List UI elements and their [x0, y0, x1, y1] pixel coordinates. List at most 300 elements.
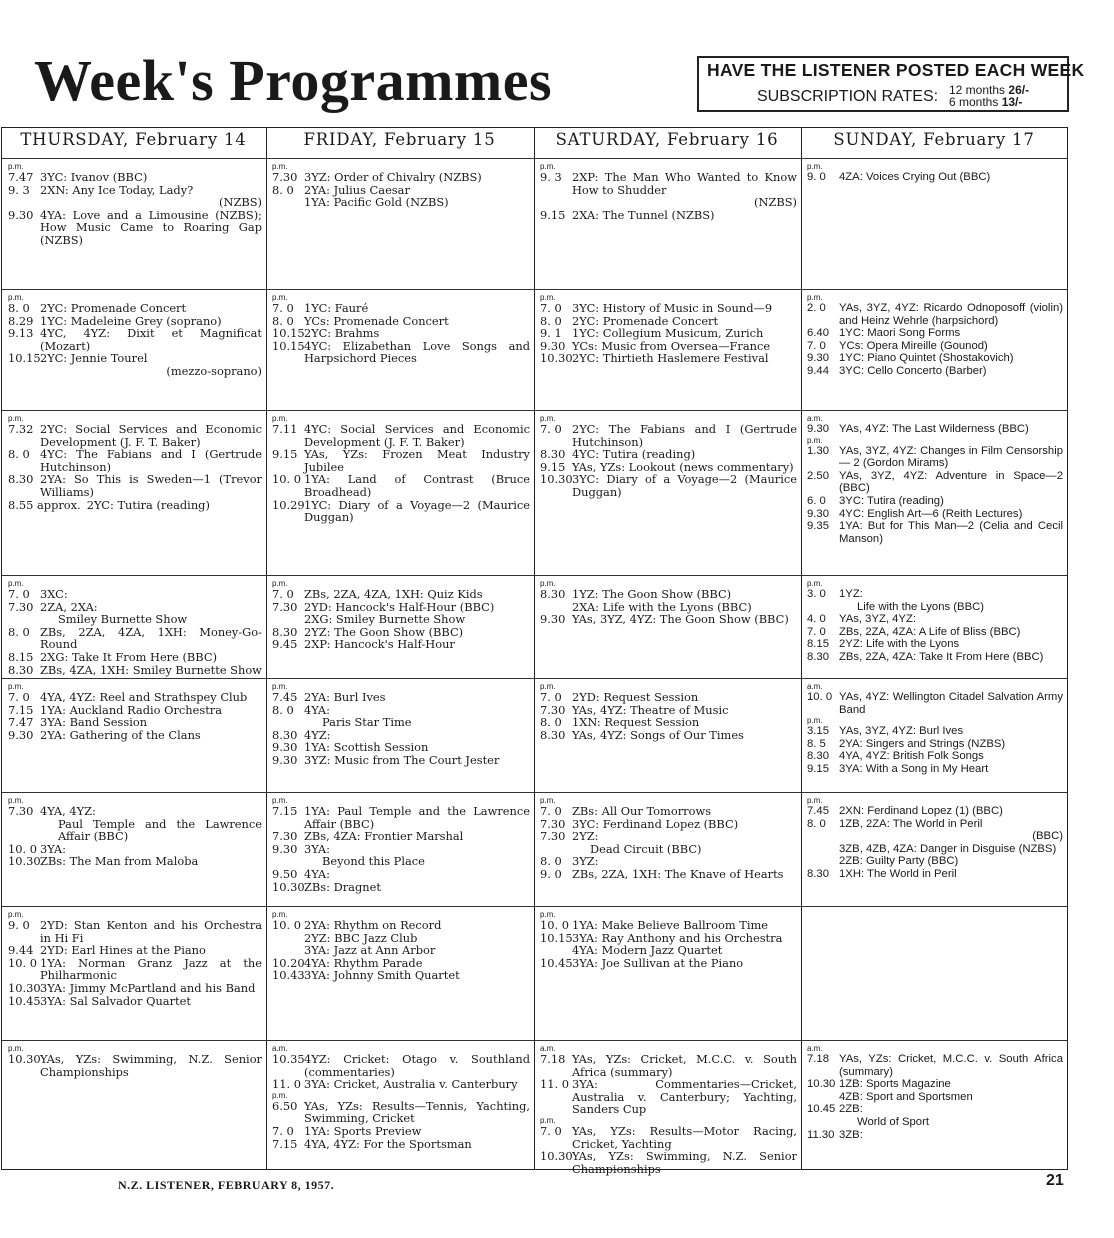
programme-text [839, 855, 1063, 868]
programme-shared-title: Life with the Lyons (BBC) [857, 600, 985, 613]
programme-listing [540, 830, 797, 855]
programme-listing [807, 738, 1063, 751]
programme-description: 2YC: Jennie Tourel [40, 351, 148, 366]
programme-time: 8.15 [8, 649, 34, 664]
programme-text [572, 171, 797, 209]
programme-text [40, 1053, 262, 1078]
programme-listing [540, 352, 797, 365]
programme-time: 10.30 [540, 351, 573, 366]
programme-description: 1YA: Norman Granz Jazz at the Philharmonic [40, 955, 262, 983]
programme-description: 2YC: Promenade Concert [40, 301, 187, 315]
programme-time: 10. 0 [807, 691, 833, 703]
programme-description: YAs, YZs: Results—Tennis, Yachting, Swimming, Cricket [304, 1098, 530, 1126]
programme-description: 2XG: Smiley Burnette Show [304, 612, 466, 627]
programme-time: 10.30 [540, 472, 573, 487]
programme-time: 7.30 [540, 816, 566, 831]
programme-time: 9.13 [8, 326, 34, 341]
programme-time: 9.30 [540, 338, 566, 353]
time-period-marker: p.m. [272, 910, 288, 919]
time-period-marker: p.m. [540, 414, 556, 423]
programme-text [40, 626, 262, 651]
listing-cell-sunday [807, 162, 1063, 287]
programme-text [839, 508, 1063, 521]
programme-description: 2YC: Tutira (reading) [86, 497, 210, 512]
listing-cell-friday [272, 293, 530, 408]
row-divider [2, 410, 1067, 411]
programme-time [807, 843, 839, 856]
programme-text [839, 725, 1063, 738]
programme-text [839, 1129, 1063, 1142]
programme-text [304, 499, 530, 524]
programme-description: 4YC: Tutira (reading) [572, 447, 696, 462]
programme-time: 9. 0 [8, 918, 30, 932]
page-number: 21 [1046, 1172, 1064, 1189]
programme-description: 1YC: Maori Song Forms [839, 327, 961, 340]
programme-text [839, 818, 1063, 843]
row-divider [2, 158, 1067, 159]
programme-description: ZBs, 4ZA: Frontier Marshal [304, 829, 464, 844]
programme-text [40, 448, 262, 473]
day-header-thursday: THURSDAY, February 14 [20, 130, 247, 149]
programme-text [40, 601, 262, 626]
programme-time: 9.35 [807, 520, 829, 533]
programme-listing [807, 750, 1063, 763]
programme-description: YAs, 3YZ, 4YZ: Changes in Film Censorship — 2 (Gordon Mirams) [839, 444, 1063, 470]
programme-description: 2YC: Social Services and Economic Development (J. F. T. Baker) [40, 422, 262, 449]
programme-time: 2.50 [807, 469, 829, 482]
listing-cell-thursday [8, 910, 262, 1038]
programme-listing [8, 626, 262, 651]
row-divider [2, 289, 1067, 290]
programme-description: YCs: Promenade Concert [304, 313, 449, 328]
programme-time: 10. 0 [8, 841, 37, 856]
programme-text [40, 919, 262, 944]
programme-shared-title: Paul Temple and the Lawrence Affair (BBC) [58, 816, 262, 844]
programme-text [40, 729, 262, 742]
programme-description: 3YC: Diary of a Voyage—2 (Maurice Duggan) [572, 472, 797, 499]
programme-time [272, 613, 304, 626]
programme-time: 7. 0 [807, 625, 826, 638]
programme-description: 3YA: Johnny Smith Quartet [304, 968, 460, 983]
programme-description: 2YD: Earl Hines at the Piano [40, 943, 206, 958]
programme-time: 8. 0 [807, 817, 826, 830]
programme-description: 4YA, 4YZ: [40, 804, 96, 818]
programme-time: 7. 0 [807, 339, 826, 352]
programme-time: 8.30 [540, 447, 566, 462]
programme-description: 2YA: Gathering of the Clans [40, 727, 201, 742]
programme-text [304, 754, 530, 767]
programme-text [839, 638, 1063, 651]
programme-time: 10.20 [272, 955, 305, 970]
programme-listing [807, 1053, 1063, 1078]
programme-description: 1YC: Fauré [304, 301, 369, 315]
time-period-marker: p.m. [540, 682, 556, 691]
programme-text [572, 1053, 797, 1078]
programme-description: 3YA: Jazz at Ann Arbor [304, 943, 436, 958]
programme-time: 7. 0 [540, 1123, 562, 1138]
listing-cell-thursday [8, 796, 262, 904]
programme-text [304, 830, 530, 843]
programme-time [540, 944, 572, 957]
programme-text [572, 818, 797, 831]
listing-cell-thursday [8, 579, 262, 676]
programme-text [839, 1103, 1063, 1128]
time-period-marker: a.m. [807, 1044, 823, 1053]
programme-description: 1YC: Collegium Musicum, Zurich [572, 326, 764, 341]
programme-description: 4YA: [304, 702, 330, 717]
programme-time: 10.15 [272, 326, 305, 341]
subscription-rates-label: SUBSCRIPTION RATES: [757, 88, 939, 105]
programme-text [40, 855, 262, 868]
programme-time [807, 1091, 839, 1104]
programme-time: 8.30 [8, 662, 34, 677]
programme-time: 7. 0 [8, 587, 30, 601]
programme-time: 9.15 [540, 459, 566, 474]
rate-12-price: 26/- [1008, 83, 1030, 97]
programme-time: 8. 0 [8, 301, 30, 315]
programme-time: 10.30 [8, 980, 41, 995]
programme-time: 8.30 [8, 472, 34, 487]
row-divider [2, 1040, 1067, 1041]
programme-time: 8.30 [540, 587, 566, 601]
programme-description: 1XN: Request Session [572, 715, 700, 730]
programme-time: 7.45 [807, 805, 829, 817]
programme-time: 7.30 [8, 804, 34, 818]
listing-cell-thursday [8, 293, 262, 408]
programme-time: 9. 1 [540, 326, 562, 341]
programme-listing [807, 613, 1063, 626]
programme-time: 7.45 [272, 690, 298, 704]
programme-description: 3YA: [40, 841, 66, 856]
programme-description: YAs, 3YZ, 4YZ: Adventure in Space—2 (BBC) [839, 469, 1063, 495]
programme-listing [807, 423, 1063, 436]
programme-description: 4YC: English Art—6 (Reith Lectures) [839, 507, 1023, 520]
programme-text [304, 843, 530, 868]
programme-description: ZBs: All Our Tomorrows [572, 804, 712, 818]
programme-listing [540, 1150, 797, 1175]
programme-description: 2XP: Hancock's Half-Hour [304, 637, 455, 652]
programme-credit: (NZBS) [754, 195, 797, 210]
time-period-marker: p.m. [8, 293, 24, 302]
programme-text [87, 499, 262, 512]
programme-description: YAs, YZs: Cricket, M.C.C. v. South Africa (summary) [839, 1053, 1063, 1078]
programme-time: 9.44 [807, 364, 829, 377]
programme-description: 2ZB: [839, 1103, 863, 1116]
programme-description: 1YA: Land of Contrast (Bruce Broadhead) [304, 472, 530, 499]
listing-cell-thursday [8, 1044, 262, 1167]
programme-time: 9.15 [272, 447, 298, 462]
programme-time: 9.45 [272, 637, 298, 652]
programme-time: 10.30 [272, 879, 305, 894]
programme-text [839, 613, 1063, 626]
programme-description: 2YZ: The Goon Show (BBC) [304, 624, 464, 639]
programme-time: 9.30 [8, 727, 34, 742]
programme-time: 10.30 [8, 854, 41, 869]
time-period-marker: p.m. [807, 716, 823, 726]
programme-text [572, 1150, 797, 1175]
time-period-marker: p.m. [8, 682, 24, 691]
programme-time: 7. 0 [272, 587, 294, 601]
time-period-marker: p.m. [8, 579, 24, 588]
programme-description: 2YC: Thirtieth Haslemere Festival [572, 351, 769, 366]
programme-listing [8, 448, 262, 473]
listing-cell-saturday [540, 293, 797, 408]
programme-time [272, 932, 304, 945]
programme-text [839, 651, 1063, 664]
programme-listing [272, 638, 530, 651]
time-period-marker: p.m. [540, 796, 556, 805]
programme-listing [807, 1129, 1063, 1142]
programme-listing [8, 805, 262, 843]
listing-cell-saturday [540, 579, 797, 676]
programme-listing [272, 1138, 530, 1151]
programme-time: 10.30 [540, 1149, 573, 1164]
programme-time: 7.30 [272, 599, 298, 614]
programme-listing [807, 1078, 1063, 1091]
programme-time: 8. 0 [540, 854, 562, 869]
programme-time: 10. 0 [272, 472, 301, 487]
programme-listing [272, 196, 530, 209]
programme-time: 10.15 [8, 351, 41, 366]
programme-text [304, 423, 530, 448]
programme-listing [272, 754, 530, 767]
programme-text [40, 664, 262, 677]
time-period-marker: p.m. [8, 162, 24, 171]
programme-time: 10.35 [272, 1052, 305, 1066]
programme-text [839, 691, 1063, 716]
programme-description: 4YA: Modern Jazz Quartet [572, 943, 723, 958]
programme-description: 4YA: Rhythm Parade [304, 955, 423, 970]
programme-listing [540, 209, 797, 222]
listing-cell-sunday [807, 910, 1063, 1038]
programme-description: 2YD: Hancock's Half-Hour (BBC) [304, 599, 495, 614]
listing-cell-saturday [540, 162, 797, 287]
programme-description: 2YA: Burl Ives [304, 690, 386, 704]
programme-listing [807, 855, 1063, 868]
programme-text [40, 327, 262, 352]
programme-text [572, 1078, 797, 1116]
programme-description: YAs, 3YZ, 4YZ: Ricardo Odnoposoff (violin) and Heinz Wehrle (harpsichord) [839, 302, 1063, 327]
programme-listing [272, 1053, 530, 1078]
programme-description: 3YA: Jimmy McPartland and his Band [40, 980, 256, 995]
programme-description: ZBs, 2ZA, 4ZA: A Life of Bliss (BBC) [839, 625, 1021, 638]
programme-time: 7. 0 [8, 690, 30, 704]
programme-text [572, 209, 797, 222]
programme-text [839, 1053, 1063, 1078]
programme-time: 7. 0 [540, 690, 562, 704]
column-divider [534, 127, 535, 1170]
programme-description: 2YD: Stan Kenton and his Orchestra in Hi Fi [40, 918, 262, 945]
programme-description: 2YA: Singers and Strings (NZBS) [839, 737, 1006, 750]
programme-time: 10.30 [8, 1052, 41, 1066]
programme-time: 8. 0 [540, 715, 562, 730]
programme-description: 1YA: Sports Preview [304, 1123, 422, 1138]
programme-listing [807, 171, 1063, 184]
programme-text [839, 750, 1063, 763]
programme-time: 9. 3 [540, 170, 562, 184]
programme-listing [807, 302, 1063, 327]
programme-text [839, 302, 1063, 327]
programme-listing [272, 473, 530, 498]
programme-text [839, 738, 1063, 751]
programme-listing [540, 171, 797, 209]
programme-description: 3YA: Ray Anthony and his Orchestra [572, 930, 783, 945]
programme-description: 3YC: History of Music in Sound—9 [572, 301, 773, 315]
programme-listing [272, 843, 530, 868]
programme-listing [807, 365, 1063, 378]
programme-description: 4ZA: Voices Crying Out (BBC) [839, 171, 991, 183]
programme-credit: (mezzo-soprano) [166, 363, 262, 378]
programme-description: 4YA: Love and a Limousine (NZBS); How Music Came to Roaring Gap (NZBS) [40, 207, 262, 247]
programme-text [572, 473, 797, 498]
programme-listing [8, 327, 262, 352]
programme-time: 4. 0 [807, 613, 826, 626]
programme-shared-title: Smiley Burnette Show [58, 612, 188, 627]
time-period-marker: p.m. [540, 910, 556, 919]
time-period-marker: p.m. [272, 579, 288, 588]
time-period-marker: a.m. [807, 414, 823, 423]
programme-listing [807, 340, 1063, 353]
programme-description: 2XA: The Tunnel (NZBS) [572, 207, 715, 222]
programme-time: 7.47 [8, 170, 34, 184]
programme-time: 8.30 [540, 727, 566, 742]
programme-time: 7.18 [540, 1052, 566, 1066]
programme-description: 1YA: Pacific Gold (NZBS) [304, 195, 449, 210]
programme-time: 7.11 [272, 422, 298, 436]
programme-time: 9.44 [8, 943, 34, 958]
programme-listing [8, 184, 262, 209]
time-period-marker: p.m. [807, 162, 823, 171]
programme-time: 7.15 [272, 804, 298, 818]
subscription-rates [949, 84, 1029, 108]
programme-text [839, 1078, 1063, 1091]
programme-description: 4YA, 4YZ: For the Sportsman [304, 1136, 472, 1151]
programme-time: 8. 0 [8, 624, 30, 639]
programme-time: 2. 0 [807, 302, 826, 314]
programme-description: 4YZ: Cricket: Otago v. Southland (commentaries) [304, 1052, 530, 1079]
programme-text [572, 830, 797, 855]
programme-listing [807, 508, 1063, 521]
programme-description: 4YZ: [304, 727, 331, 742]
programme-description: 3YC: Ferdinand Lopez (BBC) [572, 816, 739, 831]
programme-text [304, 881, 530, 894]
programme-description: 3YA: Sal Salvador Quartet [40, 993, 191, 1008]
programme-description: 4YA: [304, 866, 330, 881]
programme-description: 4YC: Social Services and Economic Development (J. F. T. Baker) [304, 422, 530, 449]
programme-listing [8, 473, 262, 498]
programme-text [839, 868, 1063, 881]
programme-description: 1YA: Auckland Radio Orchestra [40, 702, 223, 717]
programme-description: 1YZ: [839, 588, 863, 600]
programme-time [807, 855, 839, 868]
listing-cell-friday [272, 1044, 530, 1167]
row-divider [2, 792, 1067, 793]
programme-listing [540, 1053, 797, 1078]
time-period-marker: p.m. [272, 682, 288, 691]
programme-description: 2YZ: [572, 829, 599, 844]
time-period-marker: p.m. [540, 162, 556, 171]
programme-listing [272, 499, 530, 524]
programme-text [572, 423, 797, 448]
programme-description: YAs, YZs: Results—Motor Racing, Cricket, Yachting [572, 1123, 797, 1151]
programme-description: ZBs, 2ZA, 4ZA, 1XH: Quiz Kids [304, 587, 483, 601]
programme-description: 2XG: Take It From Here (BBC) [40, 649, 218, 664]
programme-description: 1YC: Diary of a Voyage—2 (Maurice Duggan) [304, 497, 530, 525]
time-period-marker: p.m. [272, 293, 288, 302]
programme-description: 2YA: So This is Sweden—1 (Trevor Williams) [40, 472, 262, 499]
listing-cell-sunday [807, 293, 1063, 408]
programme-time: 7.18 [807, 1053, 829, 1065]
listing-cell-thursday [8, 682, 262, 790]
programme-time: 9.30 [272, 841, 298, 856]
programme-time: 3.15 [807, 725, 829, 738]
time-period-marker: p.m. [272, 1090, 288, 1100]
column-divider [266, 127, 267, 1170]
programme-text [304, 805, 530, 830]
programme-listing [272, 423, 530, 448]
time-period-marker: a.m. [540, 1044, 556, 1053]
programme-description: YAs, 4YZ: Songs of Our Times [572, 727, 744, 742]
time-period-marker: p.m. [807, 796, 823, 805]
programme-listing [540, 423, 797, 448]
programme-time: 10.43 [272, 968, 305, 983]
programme-text [572, 957, 797, 970]
programme-listing [8, 423, 262, 448]
programme-time: 9.15 [807, 762, 829, 775]
programme-description: 2ZA, 2XA: [40, 599, 98, 614]
programme-description: 3YC: Tutira (reading) [839, 494, 944, 507]
programme-listing [807, 470, 1063, 495]
programme-listing [540, 868, 797, 881]
programme-text [40, 423, 262, 448]
programme-text [304, 1053, 530, 1078]
programme-description: 3YZ: Music from The Court Jester [304, 752, 500, 767]
programme-listing [540, 1078, 797, 1116]
programme-time: 9.50 [272, 866, 298, 881]
programme-time: 3. 0 [807, 588, 826, 600]
programme-description: 3YC: Cello Concerto (Barber) [839, 364, 987, 377]
programme-description: 3YA: Band Session [40, 715, 148, 730]
programme-listing [8, 352, 262, 377]
programme-text [40, 995, 262, 1008]
subscription-box [697, 56, 1085, 112]
programme-text [304, 196, 530, 209]
programme-time: 10.30 [807, 1078, 836, 1091]
programme-time: 7. 0 [272, 1123, 294, 1138]
programme-description: 3YA: Joe Sullivan at the Piano [572, 955, 744, 970]
programme-description: ZBs, 4ZA, 1XH: Smiley Burnette Show [40, 662, 262, 677]
programme-text [839, 1091, 1063, 1104]
time-period-marker: p.m. [8, 796, 24, 805]
rate-12-period: 12 months [949, 83, 1006, 97]
time-period-marker: a.m. [272, 1044, 288, 1053]
programme-time: 10.15 [272, 338, 305, 353]
programme-time: 7.15 [8, 702, 34, 717]
programme-listing [8, 664, 262, 677]
programme-time: 8.29 [8, 313, 34, 328]
listing-cell-friday [272, 910, 530, 1038]
time-period-marker: p.m. [540, 579, 556, 588]
programme-listing [807, 445, 1063, 470]
programme-text [839, 352, 1063, 365]
programme-description: 4YA, 4YZ: Reel and Strathspey Club [40, 690, 248, 704]
programme-text [304, 638, 530, 651]
programme-time: 7.30 [272, 829, 298, 844]
programme-listing [8, 995, 262, 1008]
programme-description: 2YZ: Life with the Lyons [839, 638, 960, 651]
programme-text [572, 1125, 797, 1150]
programme-text [839, 470, 1063, 495]
